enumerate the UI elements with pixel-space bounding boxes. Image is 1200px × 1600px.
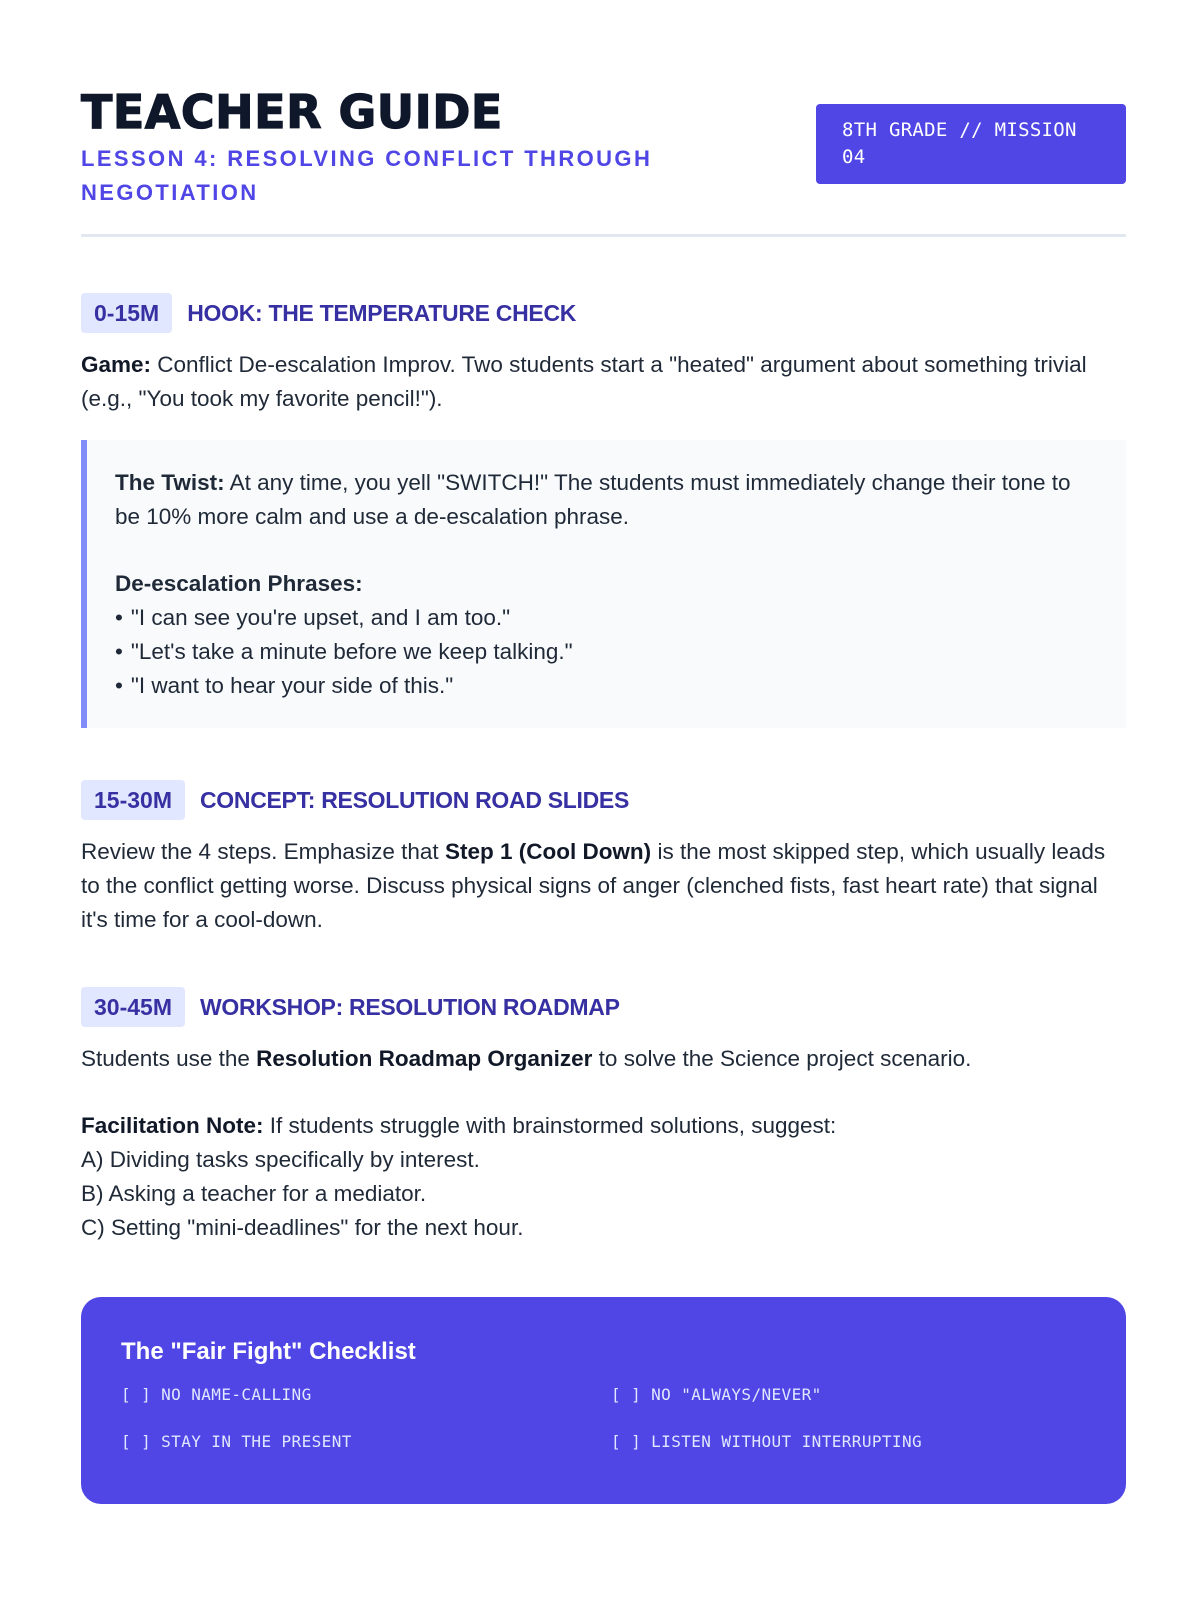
section-title: HOOK: THE TEMPERATURE CHECK bbox=[187, 299, 577, 326]
twist-callout bbox=[81, 440, 1126, 728]
phrases-list bbox=[115, 601, 1098, 703]
time-chip: 15-30M bbox=[81, 780, 185, 820]
facilitation-note bbox=[81, 1109, 1126, 1245]
section-hook-header bbox=[81, 293, 576, 333]
hook-game-paragraph bbox=[81, 348, 1126, 416]
checklist-title: The "Fair Fight" Checklist bbox=[121, 1338, 416, 1365]
list-item: • "I can see you're upset, and I am too." bbox=[115, 601, 1098, 635]
section-workshop-header bbox=[81, 987, 620, 1027]
list-item: A) Dividing tasks specifically by interest. bbox=[81, 1147, 480, 1172]
section-concept-header bbox=[81, 780, 629, 820]
note-text: If students struggle with brainstormed solutions, suggest: bbox=[263, 1113, 837, 1138]
page-title: TEACHER GUIDE bbox=[81, 85, 503, 139]
twist-label: The Twist: bbox=[115, 470, 225, 495]
grade-mission-badge: 8TH GRADE // MISSION 04 bbox=[816, 104, 1126, 184]
list-item: • "I want to hear your side of this." bbox=[115, 669, 1098, 703]
section-title: WORKSHOP: RESOLUTION ROADMAP bbox=[199, 993, 620, 1020]
checklist-item: [ ] NO NAME-CALLING bbox=[121, 1385, 312, 1404]
time-chip: 30-45M bbox=[81, 987, 185, 1027]
twist-text: At any time, you yell "SWITCH!" The students must immediately change their tone to be 10% more calm and use a de-escalation phrase. bbox=[115, 470, 1071, 529]
step-1-emphasis: Step 1 (Cool Down) bbox=[444, 839, 652, 864]
guide-header bbox=[81, 84, 1126, 236]
twist-paragraph bbox=[115, 466, 1098, 534]
checklist-item: [ ] NO "ALWAYS/NEVER" bbox=[611, 1385, 822, 1404]
phrases-label: De-escalation Phrases: bbox=[115, 571, 363, 596]
checklist-item: [ ] LISTEN WITHOUT INTERRUPTING bbox=[611, 1432, 923, 1451]
header-divider bbox=[81, 234, 1126, 237]
concept-paragraph: Review the 4 steps. Emphasize that Step 1 (Cool Down) is the most skipped step, which usually leads to the conflict getting worse. Discuss physical signs of anger (clenched fists, fast heart rate) that signal it's time for a cool-down. bbox=[81, 839, 1106, 932]
checklist-item: [ ] STAY IN THE PRESENT bbox=[121, 1432, 352, 1451]
note-label: Facilitation Note: bbox=[81, 1113, 264, 1138]
list-item: B) Asking a teacher for a mediator. bbox=[81, 1181, 427, 1206]
game-text: Conflict De-escalation Improv. Two students start a "heated" argument about something trivial (e.g., "You took my favorite pencil!"). bbox=[81, 352, 1087, 411]
workshop-paragraph: Students use the Resolution Roadmap Organizer to solve the Science project scenario. bbox=[81, 1046, 972, 1071]
checklist-items bbox=[121, 1381, 1086, 1455]
game-label: Game: bbox=[81, 352, 152, 377]
section-title: CONCEPT: RESOLUTION ROAD SLIDES bbox=[199, 786, 629, 813]
list-item: C) Setting "mini-deadlines" for the next hour. bbox=[81, 1215, 524, 1240]
time-chip: 0-15M bbox=[81, 293, 172, 333]
fair-fight-checklist bbox=[81, 1297, 1126, 1504]
list-item: • "Let's take a minute before we keep talking." bbox=[115, 635, 1098, 669]
organizer-name: Resolution Roadmap Organizer bbox=[256, 1046, 593, 1071]
lesson-subtitle: LESSON 4: RESOLVING CONFLICT THROUGH NEGOTIATION bbox=[81, 146, 653, 205]
